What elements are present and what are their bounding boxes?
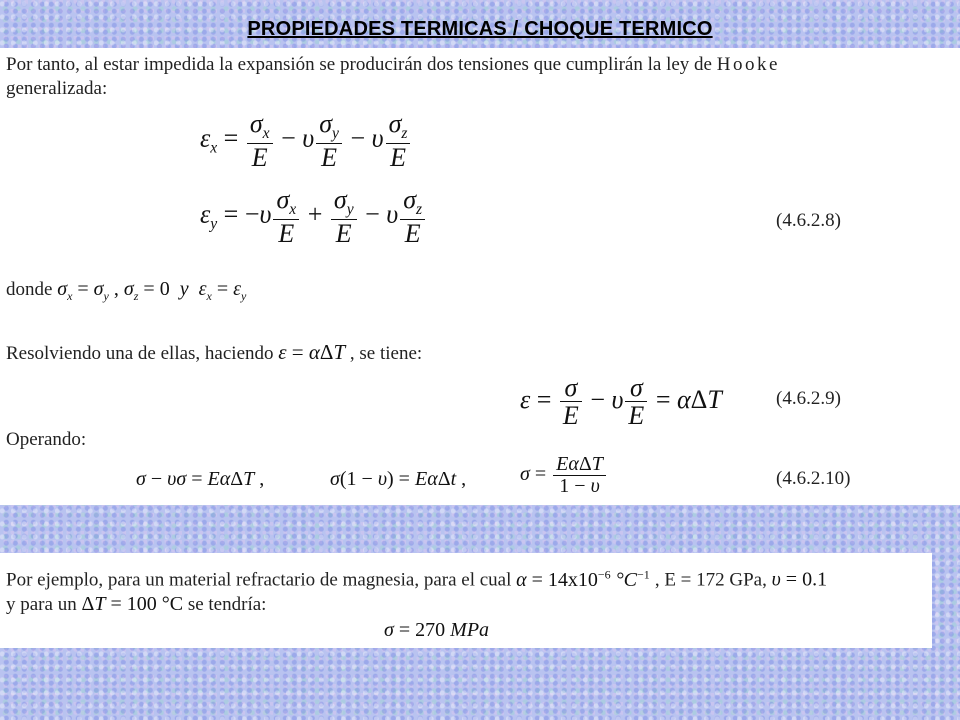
page-title: PROPIEDADES TERMICAS / CHOQUE TERMICO [247, 18, 713, 40]
equation-4629: ε = $\frac{\sigma}{E}$ − υ $\frac{\sigma}{E}$ = αΔT [520, 373, 722, 431]
example-line-1 [6, 567, 827, 592]
resolviendo-text: Resolviendo una de ellas, haciendo [6, 343, 274, 364]
delta-t-number: = 100 °C [110, 593, 184, 615]
example-line-2 [6, 593, 266, 616]
equation-number-4628: (4.6.2.8) [776, 210, 841, 231]
equation-46210-part2: σ(1 − υ) = EαΔt , [330, 468, 467, 490]
donde-line [6, 278, 246, 304]
alpha-unit-exponent: −1 [637, 567, 650, 581]
result-unit: MPa [450, 619, 490, 641]
alpha-exponent: −6 [597, 567, 611, 581]
resolviendo-after: , se tiene: [349, 343, 423, 364]
nu-number: = 0.1 [785, 568, 828, 591]
intro-line-1 [6, 54, 780, 76]
intro-line-2: generalizada: [6, 78, 108, 99]
donde-conditions: $\sigma_x = \sigma_y$ , $\sigma_z = 0$ y $\varepsilon_x = \varepsilon_y$ [57, 278, 247, 303]
equation-number-46210: (4.6.2.10) [776, 468, 851, 489]
alpha-unit: °C [615, 568, 638, 591]
alpha-number: 14x10 [547, 568, 598, 591]
equation-46210-part3: σ = $\frac{\text{EαΔT}}{1 - \upsilon}$ [520, 454, 608, 497]
resolviendo-line [6, 340, 422, 365]
modulus-text: , E = 172 GPa, [654, 569, 767, 591]
equation-46210-part1: σ − υσ = EαΔT , [136, 468, 265, 490]
donde-label: donde [6, 279, 53, 300]
equation-epsilon-x: $\varepsilon_x$ = $\frac{\sigma_x}{E}$ − υ $\frac{\sigma_y}{E}$ − υ $\frac{\sigma_z}{E}$ [200, 110, 412, 171]
result-equation: σ = 270 MPa [384, 619, 490, 641]
delta-t-value: ΔT = 100 °C [81, 593, 184, 615]
nu-value: υ = 0.1 [771, 568, 828, 591]
intro-text: Por tanto, al estar impedida la expansión se producirán dos tensiones que cumplirán la ley de [6, 54, 712, 75]
example-line-2-text: y para un [6, 594, 77, 615]
equation-epsilon-y: $\varepsilon_y = -\upsilon$ $\frac{\sigma_x}{E}$ + $\frac{\sigma_y}{E}$ − υ $\frac{\sigma_z}{E}$ [200, 186, 427, 247]
content-panel [0, 48, 960, 505]
operando-label: Operando: [6, 429, 87, 450]
example-text: Por ejemplo, para un material refractario de magnesia, para el cual [6, 569, 512, 591]
hooke-word: Hooke [716, 54, 780, 75]
epsilon-definition: ε = αΔT [278, 340, 346, 364]
example-line-2-after: se tendría: [187, 594, 267, 615]
result-number: = 270 [398, 619, 446, 641]
example-panel [0, 553, 932, 648]
alpha-value: $\alpha = 14x10^{-6}$ $^\circ C^{-1}$ [516, 567, 650, 591]
equation-number-4629: (4.6.2.9) [776, 388, 841, 409]
